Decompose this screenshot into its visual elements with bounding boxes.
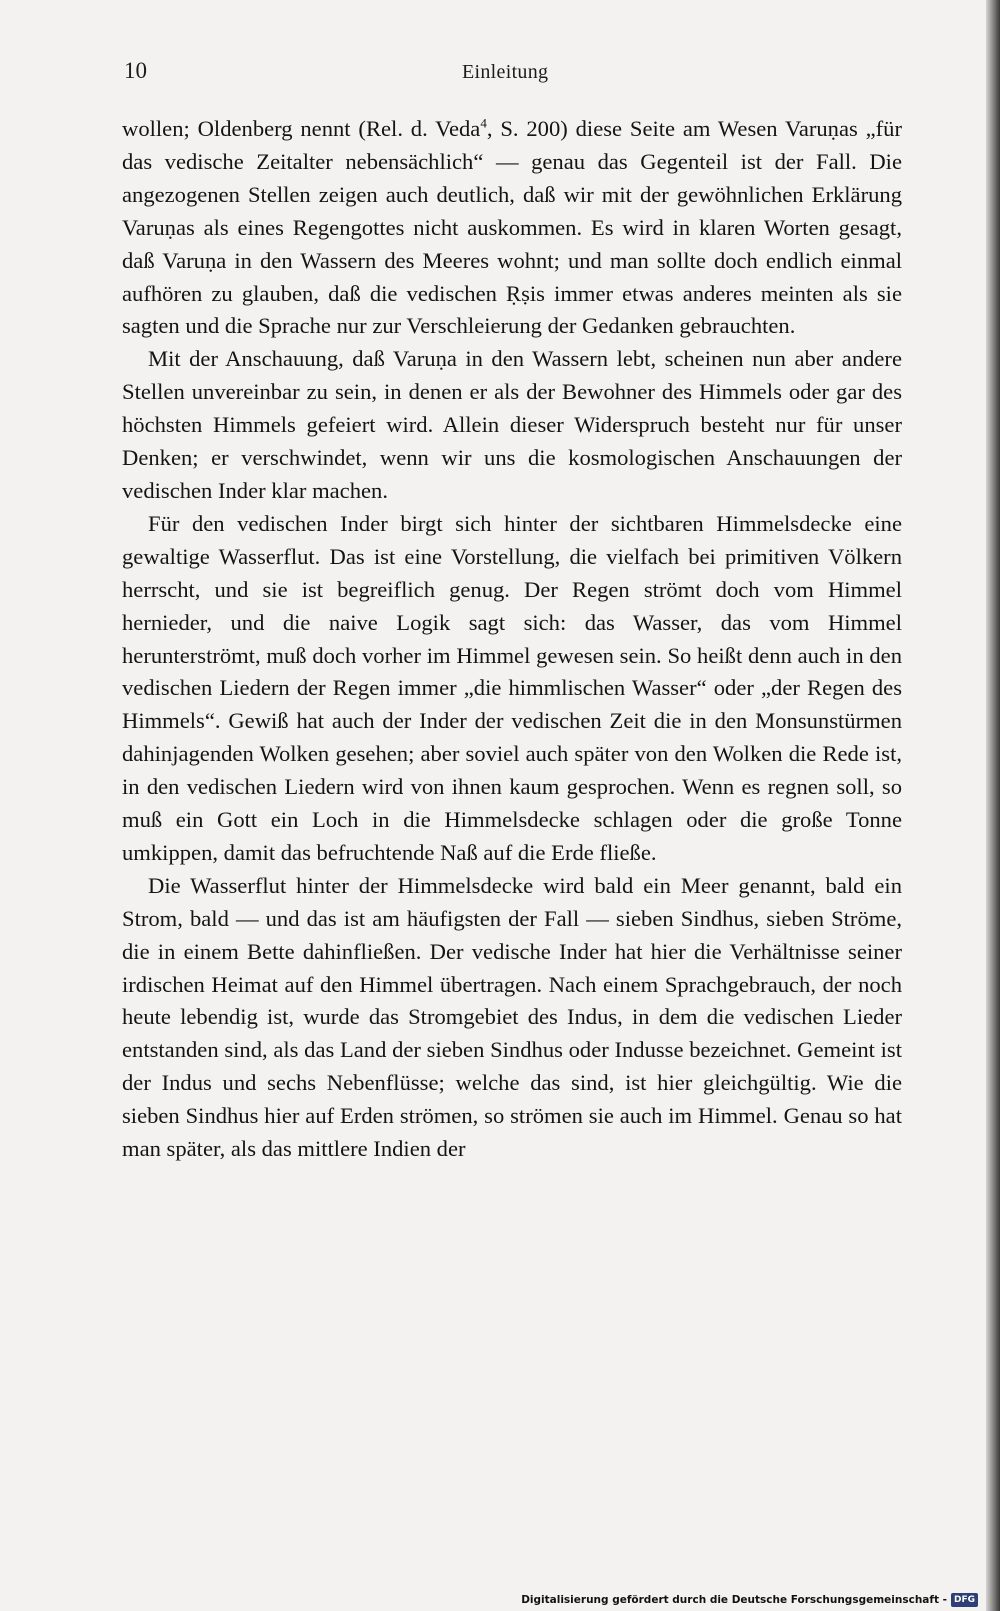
paragraph-2: Mit der Anschauung, daß Varuṇa in den Wassern lebt, scheinen nun aber andere Stellen unvereinbar zu sein, in denen er als der Bewohner des Himmels oder gar des höchsten Himmels gefeiert wird. Allein dieser Widerspruch besteht nur für unser Denken; er verschwindet, wenn wir uns die kosmologischen Anschauungen der vedischen Inder klar machen. — [122, 346, 902, 503]
body-text — [122, 113, 902, 1166]
paragraph-3: Für den vedischen Inder birgt sich hinter der sichtbaren Himmelsdecke eine gewaltige Wasserflut. Das ist eine Vorstellung, die vielfach bei primitiven Völkern herrscht, und sie ist begreiflich genug. Der Regen strömt doch vom Himmel hernieder, und die naive Logik sagt sich: das Wasser, das vom Himmel herunterströmt, muß doch vorher im Himmel gewesen sein. So heißt denn auch in den vedischen Liedern der Regen immer „die himmlischen Wasser“ oder „der Regen des Himmels“. Gewiß hat auch der Inder der vedischen Zeit die in den Monsunstürmen dahinjagenden Wolken gesehen; aber soviel auch später von den Wolken die Rede ist, in den vedischen Liedern wird von ihnen kaum gesprochen. Wenn es regnen soll, so muß ein Gott ein Loch in die Himmelsdecke schlagen oder die große Tonne umkippen, damit das befruchtende Naß auf die Erde fließe. — [122, 510, 902, 865]
paragraph-1 — [122, 113, 902, 343]
digitization-footer — [521, 1593, 978, 1607]
paragraph-text: , S. 200) diese Seite am Wesen Varuṇas „für das vedische Zeitalter nebensächlich“ — genau das Gegenteil ist der Fall. Die angezogenen Stellen zeigen auch deutlich, daß wir mit der gewöhnlichen Erklärung Varuṇas als eines Regengottes nicht auskommen. Es wird in klaren Worten gesagt, daß Varuṇa in den Wassern des Meeres wohnt; und man sollte doch endlich einmal aufhören zu glauben, daß die vedischen Ṛṣis immer etwas anderes meinten als sie sagten und die Sprache nur zur Verschleierung der Gedanken gebrauchten. — [122, 116, 902, 339]
running-title: Einleitung — [462, 61, 549, 83]
footer-credit: Digitalisierung gefördert durch die Deutsche Forschungsgemeinschaft - — [521, 1594, 947, 1606]
paragraph-4: Die Wasserflut hinter der Himmelsdecke wird bald ein Meer genannt, bald ein Strom, bald — und das ist am häufigsten der Fall — sieben Sindhus, sieben Ströme, die in einem Bette dahinfließen. Der vedische Inder hat hier die Verhältnisse seiner irdischen Heimat auf den Himmel übertragen. Nach einem Sprachgebrauch, der noch heute lebendig ist, wurde das Stromgebiet des Indus, in dem die vedischen Lieder entstanden sind, als das Land der sieben Sindhus oder Indusse bezeichnet. Gemeint ist der Indus und sechs Nebenflüsse; welche das sind, ist hier gleichgültig. Wie die sieben Sindhus hier auf Erden strömen, so strömen sie auch im Himmel. Genau so hat man später, als das mittlere Indien der — [122, 872, 902, 1162]
dfg-logo-icon: DFG — [951, 1593, 978, 1607]
page-number: 10 — [124, 58, 147, 83]
page-header — [124, 58, 904, 92]
footnote-ref: 4 — [480, 115, 487, 131]
binding-edge — [986, 0, 1000, 1611]
paragraph-text: wollen; Oldenberg nennt (Rel. d. Veda — [122, 116, 481, 141]
